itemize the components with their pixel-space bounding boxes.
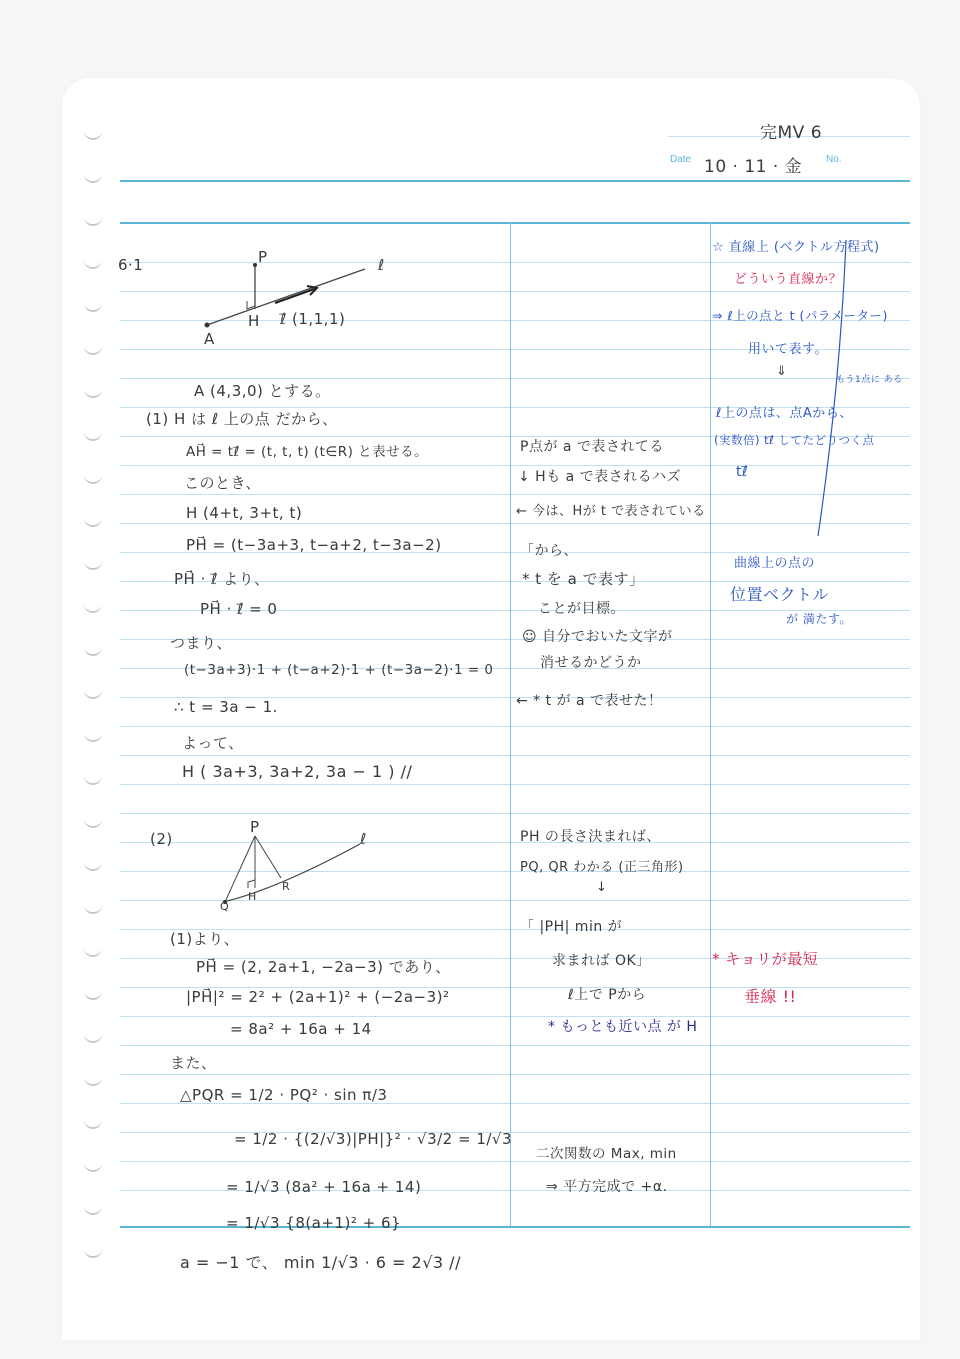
page-title: 完MV 6 <box>760 123 823 143</box>
date-value: 10 · 11 · 金 <box>704 157 803 177</box>
note-line: 「 |PH| min が <box>520 919 623 935</box>
text-line: H (4+t, 3+t, t) <box>186 504 303 522</box>
side-note: 垂線 !! <box>744 987 797 1006</box>
text-line: よって、 <box>182 734 244 752</box>
fig2-label-l: ℓ <box>360 830 367 848</box>
side-note: * キョリが最短 <box>712 950 819 968</box>
text-line: △PQR = 1/2 · PQ² · sin π/3 <box>180 1086 388 1104</box>
point-p <box>253 263 257 267</box>
note-line: ☺ 自分でおいた文字が <box>522 629 673 645</box>
figure-1 <box>195 245 395 355</box>
text-line: a = −1 で、 min 1/√3 · 6 = 2√3 // <box>180 1253 461 1272</box>
note-line: ℓ上で Pから <box>568 987 647 1003</box>
side-note: 位置ベクトル <box>730 585 830 604</box>
text-line: = 1/√3 (8a² + 16a + 14) <box>226 1178 422 1196</box>
text-line: ∴ t = 3a − 1. <box>174 698 278 716</box>
point-a <box>205 323 210 328</box>
text-line: A (4,3,0) とする。 <box>194 382 331 400</box>
text-line: = 1/√3 {8(a+1)² + 6} <box>226 1214 402 1232</box>
note-line: ← * t が a で表せた！ <box>516 693 663 709</box>
column-divider <box>710 222 711 1226</box>
text-line: = 8a² + 16a + 14 <box>230 1020 372 1038</box>
problem-number: 6·1 <box>118 256 144 274</box>
note-line: 「から、 <box>520 543 578 559</box>
note-line: PQ, QR わかる (正三角形) <box>520 860 684 875</box>
text-line: H ( 3a+3, 3a+2, 3a − 1 ) // <box>182 762 413 781</box>
side-note: 曲線上の点の <box>734 556 816 571</box>
fig2-label-r: R <box>282 880 291 893</box>
fig1-label-l: ℓ <box>378 256 385 274</box>
text-line: PH⃗ = (t−3a+3, t−a+2, t−3a−2) <box>186 536 442 554</box>
note-line: ← 今は、Hが t で表されている <box>516 504 706 519</box>
fig2-label: (2) <box>150 830 173 848</box>
text-line: |PH⃗|² = 2² + (2a+1)² + (−2a−3)² <box>186 988 450 1006</box>
note-line: 消せるかどうか <box>540 655 642 671</box>
text-line: = 1/2 · {(2/√3)|PH|}² · √3/2 = 1/√3 <box>234 1130 513 1148</box>
text-line: PH⃗ = (2, 2a+1, −2a−3) であり、 <box>196 958 451 976</box>
fig1-label-p: P <box>258 248 268 266</box>
note-line: 二次関数の Max, min <box>536 1146 677 1162</box>
text-line: PH⃗ · ℓ⃗ より、 <box>174 570 270 588</box>
note-line: ⇒ 平方完成で +α. <box>546 1179 668 1195</box>
header-rule <box>120 180 910 182</box>
text-line: (1) H は ℓ 上の点 だから、 <box>146 410 338 428</box>
note-line: ↓ Hも a で表されるハズ <box>518 469 682 485</box>
fig1-label-h: H <box>248 312 260 330</box>
side-note: (実数倍) tℓ⃗ してたどりつく点 <box>714 433 875 447</box>
date-label: Date <box>670 154 692 165</box>
fig2-label-p: P <box>250 818 260 836</box>
right-angle-mark <box>248 880 255 888</box>
text-line: PH⃗ · ℓ⃗ = 0 <box>200 600 278 618</box>
text-line: つまり、 <box>170 634 233 652</box>
side-note: ☆ 直線上 (ベクトル方程式) <box>712 240 880 255</box>
note-line: 求まれば OK」 <box>552 953 651 969</box>
top-rule <box>120 222 910 224</box>
connector-line <box>818 240 846 536</box>
fig2-label-q: Q <box>220 900 230 913</box>
side-note: ⇓ <box>776 364 788 379</box>
side-note: が 満たす。 <box>786 612 852 626</box>
note-line: PH の長さ決まれば、 <box>520 829 661 845</box>
text-line: また、 <box>170 1054 217 1072</box>
note-line: * t を a で表す」 <box>522 570 645 588</box>
text-line: (1)より、 <box>170 930 240 948</box>
text-line: (t−3a+3)·1 + (t−a+2)·1 + (t−3a−2)·1 = 0 <box>184 662 494 678</box>
column-divider <box>510 222 511 1226</box>
side-note: ℓ上の点は、点Aから、 <box>716 406 853 421</box>
segment-pr <box>255 836 281 878</box>
note-line: ことが目標。 <box>538 601 625 617</box>
ruled-lines <box>120 0 910 1359</box>
note-line: P点が a で表されてる <box>520 439 664 455</box>
side-note: どういう直線か？ <box>734 272 843 287</box>
text-line: このとき、 <box>184 474 261 492</box>
side-note: 用いて表す。 <box>748 342 828 357</box>
no-label: No. <box>826 154 842 165</box>
side-note: ⇒ ℓ上の点と t (パラメーター) <box>712 308 888 323</box>
side-note: もう1点に ある <box>836 375 903 385</box>
connector-arc <box>800 236 860 546</box>
note-line: ↓ <box>596 880 608 895</box>
line-l <box>223 844 360 902</box>
fig1-label-a: A <box>204 330 215 348</box>
note-line: * もっとも近い点 が H <box>548 1019 698 1035</box>
side-note: tℓ⃗ <box>736 464 749 480</box>
fig1-label-vector: ℓ⃗ (1,1,1) <box>280 310 346 328</box>
text-line: AH⃗ = tℓ⃗ = (t, t, t) (t∈R) と表せる。 <box>186 444 429 460</box>
fig2-label-h: H <box>248 890 257 903</box>
